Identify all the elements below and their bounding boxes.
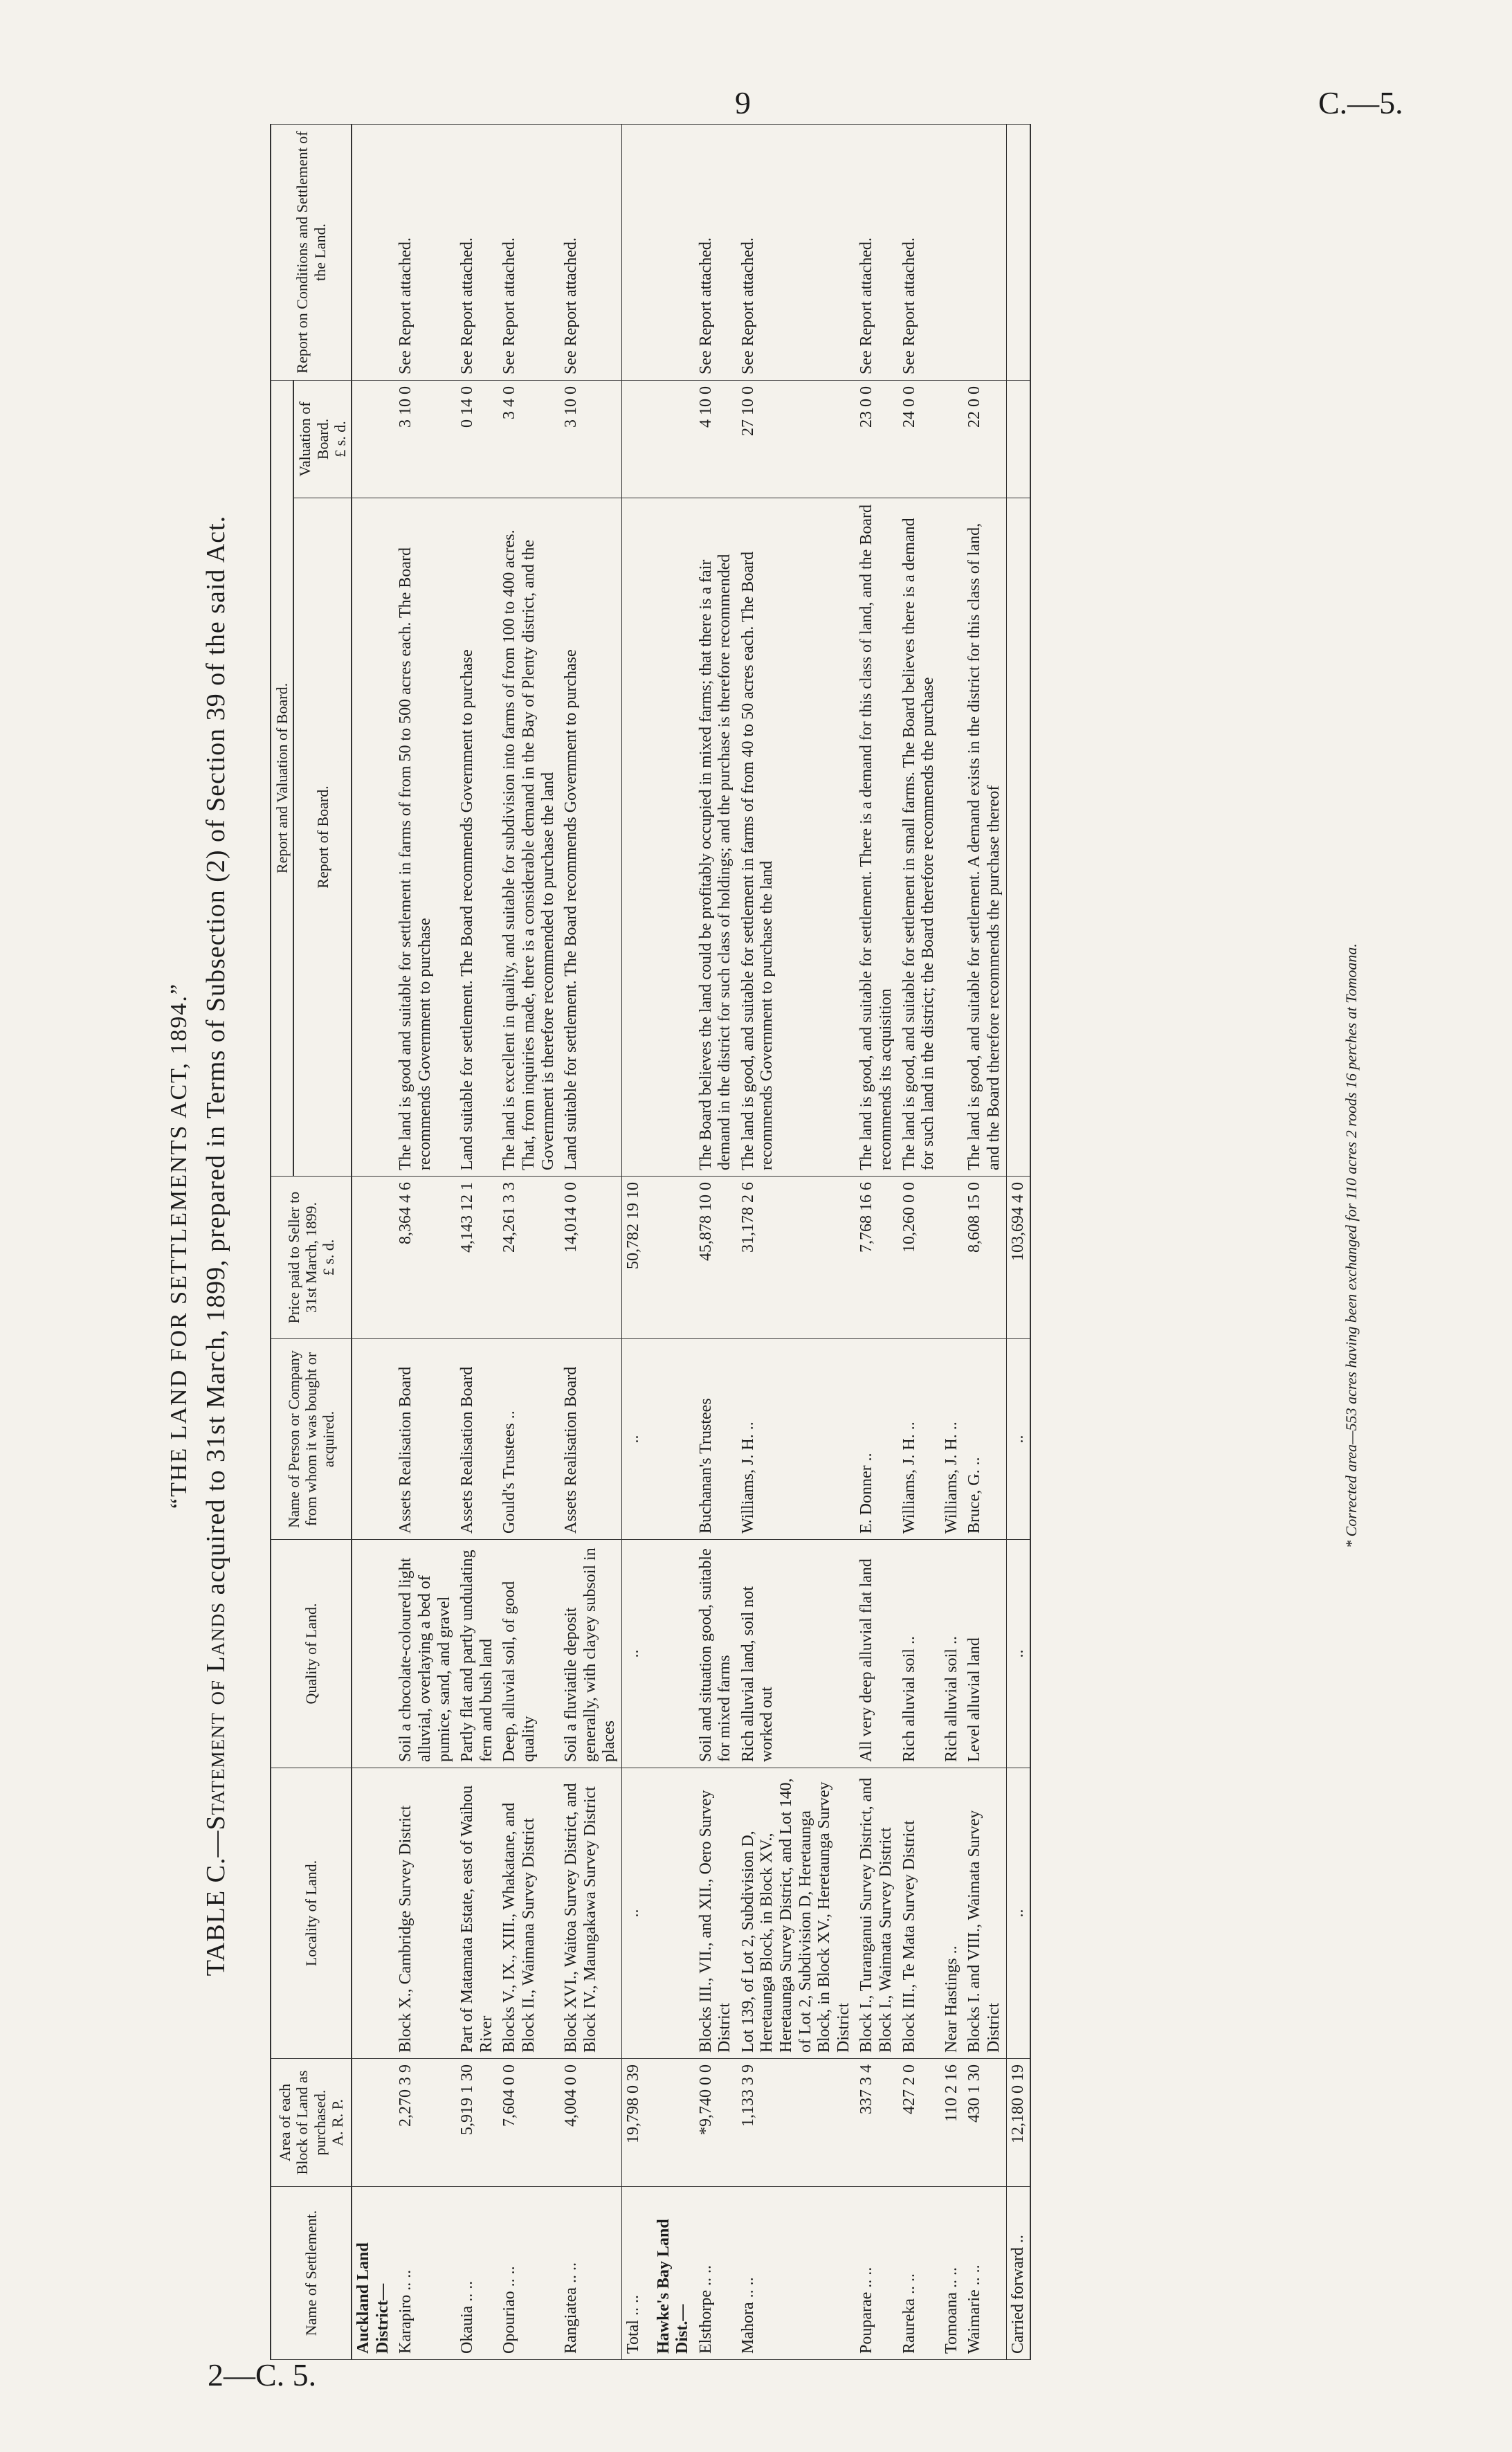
cell-quality: Rich alluvial soil .. — [898, 1540, 940, 1768]
cell-price: 8,608 15 0 — [963, 1177, 1006, 1339]
cell-name: Tomoana .. .. — [940, 2187, 964, 2360]
table-row — [560, 125, 621, 2360]
cell-valuation: 4 10 0 — [695, 381, 737, 498]
cell-locality: Block XVI., Waitoa Survey District, and Block IV., Maungakawa Survey District — [560, 1768, 621, 2059]
spacer-cell — [646, 1540, 653, 1768]
cell-locality: Lot 139, of Lot 2, Subdivision D, Heretaunga Block, in Block XV., Heretaunga Survey District, and Lot 140, of Lot 2, Subdivision D, Heretaunga Block, in Block XV., Heretaunga Survey District — [737, 1768, 856, 2059]
table-title-prefix: TABLE C.— — [201, 1830, 230, 1977]
cell-area: 7,604 0 0 — [498, 2059, 560, 2187]
header-locality: Locality of Land. — [271, 1768, 352, 2059]
cell-valuation: 24 0 0 — [898, 381, 940, 498]
cell-report: The land is good, and suitable for settlement in farms of from 40 to 50 acres each. The Board recommends Government to purchase the land — [737, 498, 856, 1177]
cell-valuation — [621, 381, 645, 498]
header-name: Name of Settlement. — [271, 2187, 352, 2360]
cell-quality: Soil and situation good, suitable for mixed farms — [695, 1540, 737, 1768]
cell-area: 430 1 30 — [963, 2059, 1006, 2187]
table-title-smallcaps: Statement of Lands — [201, 1601, 230, 1831]
cell-conditions — [963, 125, 1006, 381]
header-area — [271, 2059, 352, 2187]
cell-name: Waimarie .. .. — [963, 2187, 1006, 2360]
cell-report — [653, 498, 695, 1177]
table-row — [394, 125, 456, 2360]
cell-locality: Block III., Te Mata Survey District — [898, 1768, 940, 2059]
cell-name: Auckland Land District— — [352, 2187, 394, 2360]
header-price — [271, 1177, 352, 1339]
cell-report: Land suitable for settlement. The Board recommends Government to purchase — [560, 498, 621, 1177]
table-header — [271, 125, 352, 2360]
cell-person: Buchanan's Trustees — [695, 1339, 737, 1540]
cell-person: Williams, J. H. .. — [940, 1339, 964, 1540]
cell-price: 4,143 12 1 — [456, 1177, 498, 1339]
cell-locality: Block X., Cambridge Survey District — [394, 1768, 456, 2059]
cell-quality: .. — [1006, 1540, 1030, 1768]
cell-area: 110 2 16 — [940, 2059, 964, 2187]
cell-person: Assets Realisation Board — [456, 1339, 498, 1540]
cell-area: *9,740 0 0 — [695, 2059, 737, 2187]
cell-person: Bruce, G. .. — [963, 1339, 1006, 1540]
cell-conditions: See Report attached. — [560, 125, 621, 381]
cell-quality: Soil a fluviatile deposit generally, with clayey subsoil in places — [560, 1540, 621, 1768]
header-conditions: Report on Conditions and Settlement of the Land. — [271, 125, 352, 381]
cell-valuation: 23 0 0 — [855, 381, 898, 498]
cell-valuation — [940, 381, 964, 498]
table-body — [352, 125, 1030, 2360]
cell-name: Opouriao .. .. — [498, 2187, 560, 2360]
cell-quality: Soil a chocolate-coloured light alluvial, overlaying a bed of pumice, sand, and gravel — [394, 1540, 456, 1768]
spacer-cell — [646, 1177, 653, 1339]
cell-area: 337 3 4 — [855, 2059, 898, 2187]
cell-report: The land is good and suitable for settlement in farms of from 50 to 500 acres each. The Board recommends Government to purchase — [394, 498, 456, 1177]
total-row — [1006, 125, 1030, 2360]
cell-area: 5,919 1 30 — [456, 2059, 498, 2187]
cell-valuation: 22 0 0 — [963, 381, 1006, 498]
table-title — [201, 111, 231, 2381]
row-spacer — [646, 125, 653, 2360]
footnote: * Corrected area—553 acres having been exchanged for 110 acres 2 roods 16 perches at Tomoana. — [1342, 943, 1360, 1548]
cell-area — [653, 2059, 695, 2187]
cell-conditions: See Report attached. — [898, 125, 940, 381]
cell-report: The land is excellent in quality, and suitable for subdivision into farms of from 100 to 400 acres. That, from inquiries made, there is a considerable demand in the Bay of Plenty district, and the Government is therefore recommended to purchase the land — [498, 498, 560, 1177]
cell-area: 1,133 3 9 — [737, 2059, 856, 2187]
table-row — [963, 125, 1006, 2360]
cell-locality — [653, 1768, 695, 2059]
cell-name: Raureka .. .. — [898, 2187, 940, 2360]
page-number: 9 — [735, 85, 751, 120]
cell-quality: Rich alluvial soil .. — [940, 1540, 964, 1768]
cell-valuation — [653, 381, 695, 498]
cell-name: Rangiatea .. .. — [560, 2187, 621, 2360]
cell-locality: Blocks I. and VIII., Waimata Survey District — [963, 1768, 1006, 2059]
signature-mark: 2—C. 5. — [208, 2357, 317, 2392]
cell-quality — [653, 1540, 695, 1768]
header-area-label: Area of each Block of Land as purchased. — [276, 2070, 329, 2175]
cell-price: 31,178 2 6 — [737, 1177, 856, 1339]
header-report: Report of Board. — [293, 498, 352, 1177]
cell-price: 50,782 19 10 — [621, 1177, 645, 1339]
table-row — [737, 125, 856, 2360]
cell-person — [653, 1339, 695, 1540]
cell-area: 4,004 0 0 — [560, 2059, 621, 2187]
cell-area: 2,270 3 9 — [394, 2059, 456, 2187]
cell-valuation: 3 10 0 — [560, 381, 621, 498]
cell-person: E. Donner .. — [855, 1339, 898, 1540]
spacer-cell — [646, 1768, 653, 2059]
cell-report: The land is good, and suitable for settlement in small farms. The Board believes there is a demand for such land in the district; the Board therefore recommends the purchase — [898, 498, 940, 1177]
cell-conditions: See Report attached. — [456, 125, 498, 381]
cell-area: 427 2 0 — [898, 2059, 940, 2187]
cell-conditions: See Report attached. — [695, 125, 737, 381]
cell-name: Elsthorpe .. .. — [695, 2187, 737, 2360]
cell-price — [940, 1177, 964, 1339]
cell-locality: Block I., Turanganui Survey District, and Block I., Waimata Survey District — [855, 1768, 898, 2059]
rotated-table-region — [166, 111, 1370, 2381]
cell-quality: Level alluvial land — [963, 1540, 1006, 1768]
header-price-units: £ s. d. — [320, 1239, 338, 1276]
cell-price: 14,014 0 0 — [560, 1177, 621, 1339]
cell-report — [352, 498, 394, 1177]
header-quality: Quality of Land. — [271, 1540, 352, 1768]
cell-quality: Rich alluvial land, soil not worked out — [737, 1540, 856, 1768]
cell-price: 45,878 10 0 — [695, 1177, 737, 1339]
cell-valuation — [1006, 381, 1030, 498]
cell-person: Assets Realisation Board — [560, 1339, 621, 1540]
cell-valuation: 3 4 0 — [498, 381, 560, 498]
cell-person: Williams, J. H. .. — [737, 1339, 856, 1540]
cell-locality — [352, 1768, 394, 2059]
cell-person: Assets Realisation Board — [394, 1339, 456, 1540]
cell-conditions: See Report attached. — [394, 125, 456, 381]
cell-locality: Blocks V., IX., XIII., Whakatane, and Block II., Waimana Survey District — [498, 1768, 560, 2059]
cell-locality: Blocks III., VII., and XII., Oero Survey District — [695, 1768, 737, 2059]
spacer-cell — [646, 2059, 653, 2187]
cell-price: 24,261 3 3 — [498, 1177, 560, 1339]
cell-quality: Partly flat and partly undulating fern and bush land — [456, 1540, 498, 1768]
cell-valuation: 3 10 0 — [394, 381, 456, 498]
cell-price: 10,260 0 0 — [898, 1177, 940, 1339]
table-row — [498, 125, 560, 2360]
spacer-cell — [646, 498, 653, 1177]
cell-area: 12,180 0 19 — [1006, 2059, 1030, 2187]
cell-conditions — [1006, 125, 1030, 381]
cell-report — [940, 498, 964, 1177]
table-row — [695, 125, 737, 2360]
table-row — [940, 125, 964, 2360]
header-person: Name of Person or Company from whom it was bought or acquired. — [271, 1339, 352, 1540]
cell-area — [352, 2059, 394, 2187]
cell-report: Land suitable for settlement. The Board recommends Government to purchase — [456, 498, 498, 1177]
district-row — [653, 125, 695, 2360]
header-valuation-units: £ s. d. — [331, 421, 349, 457]
cell-person: Gould's Trustees .. — [498, 1339, 560, 1540]
cell-price — [352, 1177, 394, 1339]
header-price-label: Price paid to Seller to 31st March, 1899. — [284, 1191, 320, 1324]
cell-conditions — [621, 125, 645, 381]
cell-price: 8,364 4 6 — [394, 1177, 456, 1339]
settlement-table — [270, 124, 1031, 2360]
document-reference: C.—5. — [1318, 85, 1403, 120]
spacer-cell — [646, 125, 653, 381]
table-row — [898, 125, 940, 2360]
cell-conditions: See Report attached. — [855, 125, 898, 381]
cell-locality: .. — [1006, 1768, 1030, 2059]
cell-quality: Deep, alluvial soil, of good quality — [498, 1540, 560, 1768]
cell-price: 7,768 16 6 — [855, 1177, 898, 1339]
cell-report: The Board believes the land could be profitably occupied in mixed farms; that there is a fair demand in the district for such class of holdings; and the purchase is therefore recommended — [695, 498, 737, 1177]
cell-conditions — [653, 125, 695, 381]
cell-conditions: See Report attached. — [737, 125, 856, 381]
cell-name: Karapiro .. .. — [394, 2187, 456, 2360]
cell-report: The land is good, and suitable for settlement. There is a demand for this class of land, and the Board recommends its acquisition — [855, 498, 898, 1177]
cell-valuation: 0 14 0 — [456, 381, 498, 498]
cell-conditions — [940, 125, 964, 381]
header-board-group: Report and Valuation of Board. — [271, 381, 293, 1177]
cell-quality: .. — [621, 1540, 645, 1768]
cell-locality: Near Hastings .. — [940, 1768, 964, 2059]
cell-name: Hawke's Bay Land Dist.— — [653, 2187, 695, 2360]
cell-person: .. — [621, 1339, 645, 1540]
table-title-rest: acquired to 31st March, 1899, prepared in Terms of Subsection (2) of Section 39 of the said Act. — [201, 515, 230, 1602]
cell-name: Okauia .. .. — [456, 2187, 498, 2360]
cell-name: Carried forward .. — [1006, 2187, 1030, 2360]
cell-price: 103,694 4 0 — [1006, 1177, 1030, 1339]
district-row — [352, 125, 394, 2360]
cell-report: The land is good, and suitable for settlement. A demand exists in the district for this class of land, and the Board therefore recommends the purchase thereof — [963, 498, 1006, 1177]
cell-quality: All very deep alluvial flat land — [855, 1540, 898, 1768]
cell-person — [352, 1339, 394, 1540]
cell-price — [653, 1177, 695, 1339]
total-row — [621, 125, 645, 2360]
table-row — [855, 125, 898, 2360]
header-area-units: A. R. P. — [328, 2099, 346, 2146]
cell-person: Williams, J. H. .. — [898, 1339, 940, 1540]
cell-person: .. — [1006, 1339, 1030, 1540]
cell-valuation — [352, 381, 394, 498]
cell-report — [1006, 498, 1030, 1177]
cell-quality — [352, 1540, 394, 1768]
cell-locality: Part of Matamata Estate, east of Waihou River — [456, 1768, 498, 2059]
cell-conditions: See Report attached. — [498, 125, 560, 381]
header-valuation — [293, 381, 352, 498]
spacer-cell — [646, 381, 653, 498]
cell-name: Pouparae .. .. — [855, 2187, 898, 2360]
cell-name: Mahora .. .. — [737, 2187, 856, 2360]
cell-conditions — [352, 125, 394, 381]
cell-valuation: 27 10 0 — [737, 381, 856, 498]
cell-area: 19,798 0 39 — [621, 2059, 645, 2187]
table-row — [456, 125, 498, 2360]
act-title: “THE LAND FOR SETTLEMENTS ACT, 1894.” — [166, 983, 192, 1509]
cell-report — [621, 498, 645, 1177]
spacer-cell — [646, 1339, 653, 1540]
header-valuation-label: Valuation of Board. — [296, 401, 331, 477]
cell-locality: .. — [621, 1768, 645, 2059]
spacer-cell — [646, 2187, 653, 2360]
cell-name: Total .. .. — [621, 2187, 645, 2360]
